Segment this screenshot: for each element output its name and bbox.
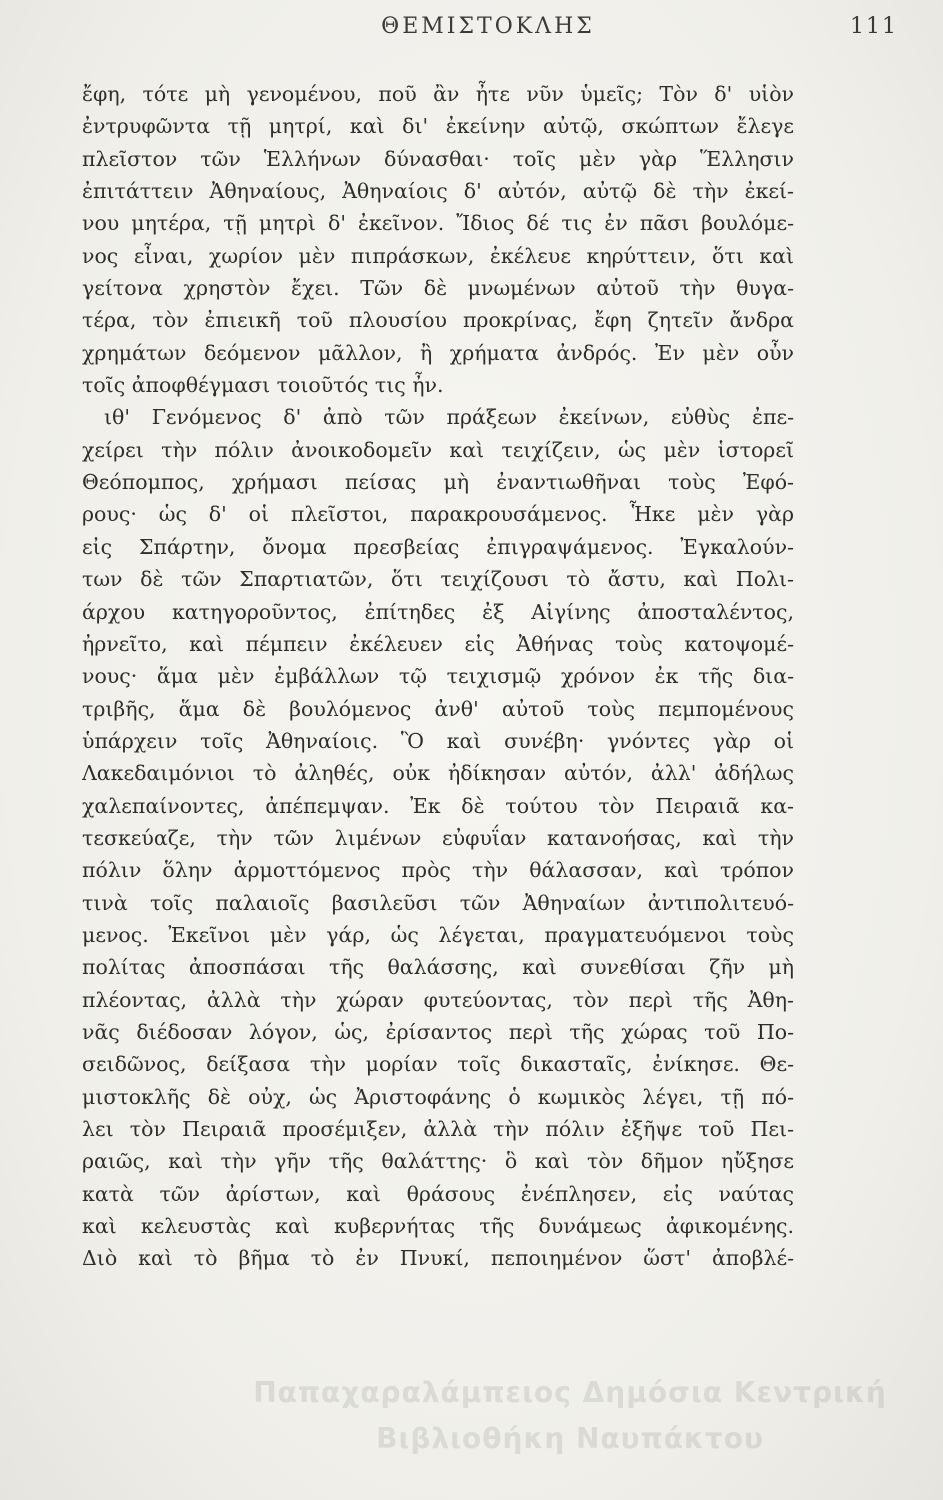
running-title: ΘΕΜΙΣΤΟΚΛΗΣ — [381, 14, 595, 39]
text-line: Διὸ καὶ τὸ βῆμα τὸ ἐν Πνυκί, πεποιημένον ὥστ' ἀποβλέ- — [82, 1246, 794, 1271]
text-line: των δὲ τῶν Σπαρτιατῶν, ὅτι τειχίζουσι τὸ ἄστυ, καὶ Πολι- — [82, 567, 794, 592]
body-text — [82, 78, 794, 1275]
text-line: ἐντρυφῶντα τῇ μητρί, καὶ δι' ἐκείνην αὐτῷ, σκώπτων ἔλεγε — [82, 114, 794, 139]
text-line: ραιῶς, καὶ τὴν γῆν τῆς θαλάττης· ὃ καὶ τὸν δῆμον ηὔξησε — [82, 1149, 794, 1174]
text-line: μενος. Ἐκεῖνοι μὲν γάρ, ὡς λέγεται, πραγματευόμενοι τοὺς — [82, 922, 794, 947]
page-header — [78, 14, 898, 50]
text-line: καὶ κελευστὰς καὶ κυβερνήτας τῆς δυνάμεως ἀφικομένης. — [82, 1214, 794, 1239]
text-line: Λακεδαιμόνιοι τὸ ἀληθές, οὐκ ἠδίκησαν αὐτόν, ἀλλ' ἀδήλως — [82, 761, 794, 786]
text-line: εἰς Σπάρτην, ὄνομα πρεσβείας ἐπιγραψάμενος. Ἐγκαλούν- — [82, 534, 794, 559]
text-line: Θεόπομπος, χρήμασι πείσας μὴ ἐναντιωθῆναι τοὺς Ἐφό- — [82, 470, 794, 495]
text-line: σειδῶνος, δείξασα τὴν μορίαν τοῖς δικασταῖς, ἐνίκησε. Θε- — [82, 1052, 794, 1077]
text-line: χρημάτων δεόμενον μᾶλλον, ἢ χρήματα ἀνδρός. Ἐν μὲν οὖν — [82, 340, 794, 365]
text-line: ἐπιτάττειν Ἀθηναίους, Ἀθηναίοις δ' αὐτόν, αὐτῷ δὲ τὴν ἐκεί- — [82, 179, 794, 204]
text-line: χείρει τὴν πόλιν ἀνοικοδομεῖν καὶ τειχίζειν, ὡς μὲν ἱστορεῖ — [82, 437, 794, 462]
text-line: άρχου κατηγοροῦντος, ἐπίτηδες ἐξ Αἰγίνης ἀποσταλέντος, — [82, 599, 794, 624]
text-line: κατὰ τῶν ἀρίστων, καὶ θράσους ἐνέπλησεν, εἰς ναύτας — [82, 1181, 794, 1206]
text-line: τριβῆς, ἅμα δὲ βουλόμενος ἀνθ' αὐτοῦ τοὺς πεμπομένους — [82, 696, 794, 721]
text-line: πλέοντας, ἀλλὰ τὴν χώραν φυτεύοντας, τὸν περὶ τῆς Ἀθη- — [82, 987, 794, 1012]
library-watermark-line1: Παπαχαραλάμπειος Δημόσια Κεντρική — [253, 1376, 887, 1409]
text-line: τεσκεύαζε, τὴν τῶν λιμένων εὐφυΐαν κατανοήσας, καὶ τὴν — [82, 825, 794, 850]
text-line: τινὰ τοῖς παλαιοῖς βασιλεῦσι τῶν Ἀθηναίων ἀντιπολιτευό- — [82, 890, 794, 915]
text-line: πολίτας ἀποσπάσαι τῆς θαλάσσης, καὶ συνεθίσαι ζῆν μὴ — [82, 955, 794, 980]
text-line: νους· ἅμα μὲν ἐμβάλλων τῷ τειχισμῷ χρόνον ἐκ τῆς δια- — [82, 664, 794, 689]
text-line: ρους· ὡς δ' οἱ πλεῖστοι, παρακρουσάμενος. Ἧκε μὲν γὰρ — [82, 502, 794, 527]
text-line: νος εἶναι, χωρίον μὲν πιπράσκων, ἐκέλευε κηρύττειν, ὅτι καὶ — [82, 243, 794, 268]
library-watermark-line2: Βιβλιοθήκη Ναυπάκτου — [376, 1422, 764, 1455]
text-line: τέρα, τὸν ἐπιεικῆ τοῦ πλουσίου προκρίνας, ἔφη ζητεῖν ἄνδρα — [82, 308, 794, 333]
text-line: ὑπάρχειν τοῖς Ἀθηναίοις. Ὃ καὶ συνέβη· γνόντες γὰρ οἱ — [82, 728, 794, 753]
text-line: ἔφη, τότε μὴ γενομένου, ποῦ ἂν ἦτε νῦν ὑμεῖς; Τὸν δ' υἱὸν — [82, 82, 794, 106]
text-line: ἠρνεῖτο, καὶ πέμπειν ἐκέλευεν εἰς Ἀθήνας τοὺς κατοψομέ- — [82, 631, 794, 656]
page-number: 111 — [850, 14, 898, 39]
text-line: χαλεπαίνοντες, ἀπέπεμψαν. Ἐκ δὲ τούτου τὸν Πειραιᾶ κα- — [82, 793, 794, 818]
chapter-start-line: ιθ' Γενόμενος δ' ἀπὸ τῶν πράξεων ἐκείνων, εὐθὺς ἐπε- — [104, 405, 794, 430]
text-line: νᾶς διέδοσαν λόγον, ὡς, ἐρίσαντος περὶ τῆς χώρας τοῦ Πο- — [82, 1019, 794, 1044]
text-line: νου μητέρα, τῇ μητρὶ δ' ἐκεῖνον. Ἴδιος δέ τις ἐν πᾶσι βουλόμε- — [82, 211, 794, 236]
text-line: πλεῖστον τῶν Ἑλλήνων δύνασθαι· τοῖς μὲν γὰρ Ἕλλησιν — [82, 146, 794, 171]
text-line: τοῖς ἀποφθέγμασι τοιοῦτός τις ἦν. — [82, 373, 444, 398]
text-line: λει τὸν Πειραιᾶ προσέμιξεν, ἀλλὰ τὴν πόλιν ἐξῆψε τοῦ Πει- — [82, 1117, 794, 1141]
text-line: μιστοκλῆς δὲ οὐχ, ὡς Ἀριστοφάνης ὁ κωμικὸς λέγει, τῇ πό- — [82, 1084, 794, 1109]
text-line: πόλιν ὅλην ἁρμοττόμενος πρὸς τὴν θάλασσαν, καὶ τρόπον — [82, 858, 794, 883]
text-line: γείτονα χρηστὸν ἔχει. Τῶν δὲ μνωμένων αὐτοῦ τὴν θυγα- — [82, 276, 794, 301]
